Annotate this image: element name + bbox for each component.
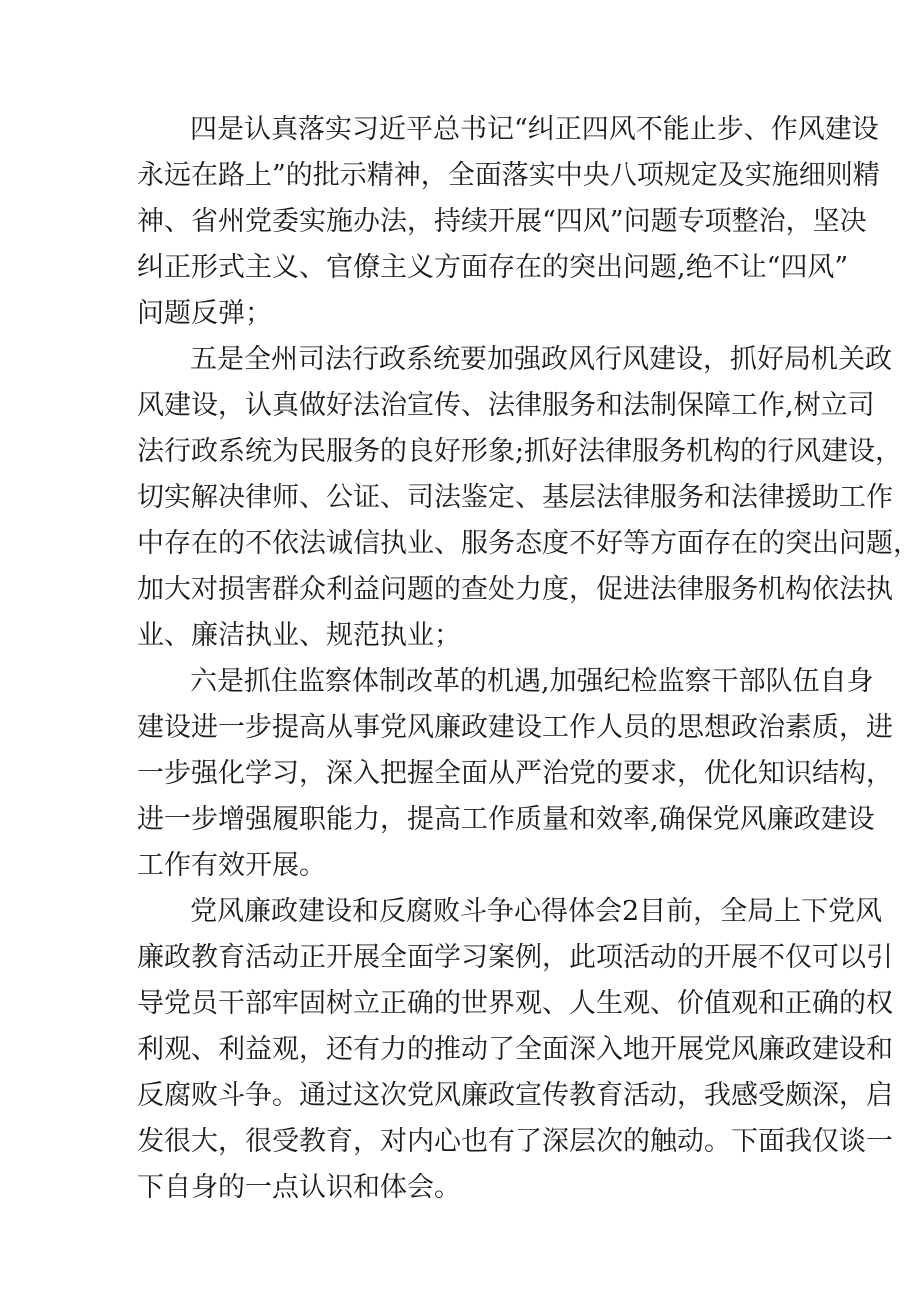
paragraph-2-line-6: 加大对损害群众利益问题的查处力度，促进法律服务机构依法执 (137, 574, 893, 605)
paragraph-3-line-3: 一步强化学习，深入把握全面从严治党的要求，优化知识结构， (137, 758, 893, 789)
paragraph-4-line-4: 利观、利益观，还有力的推动了全面深入地开展党风廉政建设和 (137, 1034, 893, 1065)
paragraph-4-line-2: 廉政教育活动正开展全面学习案例，此项活动的开展不仅可以引 (137, 942, 893, 973)
paragraph-3-line-2: 建设进一步提高从事党风廉政建设工作人员的思想政治素质，进 (137, 712, 893, 743)
paragraph-3-line-5: 工作有效开展。 (137, 850, 326, 881)
paragraph-1-line-2: 永远在路上”的批示精神，全面落实中央八项规定及实施细则精 (137, 160, 880, 191)
paragraph-4-line-6: 发很大，很受教育，对内心也有了深层次的触动。下面我仅谈一 (137, 1126, 893, 1157)
paragraph-1-line-5: 问题反弹； (137, 298, 272, 329)
paragraph-2-line-4: 切实解决律师、公证、司法鉴定、基层法律服务和法律援助工作 (137, 482, 893, 513)
paragraph-2-line-5: 中存在的不依法诚信执业、服务态度不好等方面存在的突出问题， (137, 528, 920, 559)
paragraph-3-line-4: 进一步增强履职能力，提高工作质量和效率,确保党风廉政建设 (137, 804, 875, 835)
paragraph-4-line-1: 党风廉政建设和反腐败斗争心得体会2目前，全局上下党风 (190, 896, 883, 927)
paragraph-4-line-3: 导党员干部牢固树立正确的世界观、人生观、价值观和正确的权 (137, 988, 893, 1019)
paragraph-4-line-7: 下自身的一点认识和体会。 (137, 1172, 461, 1203)
paragraph-1-line-3: 神、省州党委实施办法，持续开展“四风”问题专项整治，坚决 (137, 206, 867, 237)
paragraph-2-line-1: 五是全州司法行政系统要加强政风行风建设，抓好局机关政 (190, 344, 892, 375)
paragraph-2-line-7: 业、廉洁执业、规范执业； (137, 620, 461, 651)
paragraph-2-line-2: 风建设，认真做好法治宣传、法律服务和法制保障工作,树立司 (137, 390, 875, 421)
paragraph-4-line-5: 反腐败斗争。通过这次党风廉政宣传教育活动，我感受颇深，启 (137, 1080, 893, 1111)
paragraph-1-line-4: 纠正形式主义、官僚主义方面存在的突出问题,绝不让“四风” (137, 252, 849, 283)
paragraph-1-line-1: 四是认真落实习近平总书记“纠正四风不能止步、作风建设 (190, 114, 879, 145)
paragraph-3-line-1: 六是抓住监察体制改革的机遇,加强纪检监察干部队伍自身 (190, 666, 874, 697)
paragraph-2-line-3: 法行政系统为民服务的良好形象;抓好法律服务机构的行风建设， (137, 436, 903, 467)
